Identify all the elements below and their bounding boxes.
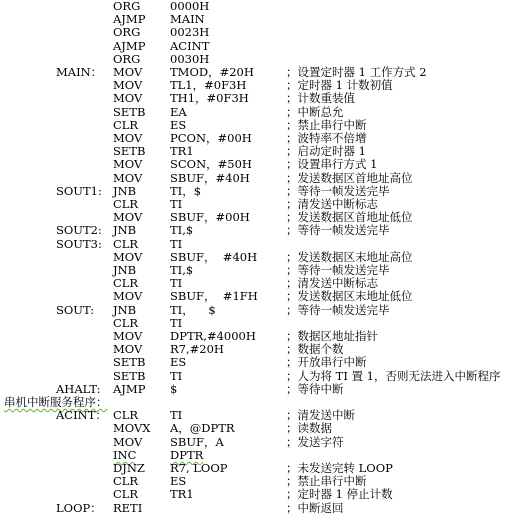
code-line bbox=[0, 317, 506, 330]
code-line bbox=[0, 238, 506, 251]
comment: ；设置定时器 1 工作方式 2 bbox=[286, 65, 427, 79]
opcode: CLR bbox=[113, 117, 139, 132]
opcode: CLR bbox=[113, 236, 139, 251]
opcode: MOV bbox=[113, 65, 143, 79]
opcode: MOV bbox=[113, 157, 143, 172]
comment: ；清发送中断 bbox=[286, 408, 355, 423]
opcode: MOV bbox=[113, 342, 143, 357]
line-label: SOUT3: bbox=[56, 236, 102, 251]
code-line bbox=[0, 304, 506, 317]
opcode: MOVX bbox=[113, 421, 151, 436]
operand: SBUF，#40H bbox=[170, 170, 250, 185]
opcode: CLR bbox=[113, 408, 139, 423]
code-line bbox=[0, 277, 506, 290]
code-line bbox=[0, 92, 506, 105]
operand: 0023H bbox=[170, 25, 210, 40]
operand: SBUF， #1FH bbox=[170, 289, 258, 304]
operand: 0030H bbox=[170, 51, 210, 66]
comment: ；等待一帧发送完毕 bbox=[286, 223, 390, 238]
comment: ；等待一帧发送完毕 bbox=[286, 302, 390, 317]
line-label: MAIN： bbox=[56, 65, 103, 79]
comment: ；人为将 TI 置 1，否则无法进入中断程序 bbox=[286, 368, 501, 383]
code-line bbox=[0, 185, 506, 198]
operand: ES bbox=[170, 355, 187, 370]
code-line bbox=[0, 475, 506, 488]
opcode: AJMP bbox=[113, 38, 146, 53]
code-line bbox=[0, 53, 506, 66]
opcode: ORG bbox=[113, 25, 141, 40]
operand: DPTR,#4000H bbox=[170, 329, 256, 343]
code-line bbox=[0, 383, 506, 396]
code-line bbox=[0, 211, 506, 224]
comment: ；中断总允 bbox=[286, 104, 344, 119]
code-line bbox=[0, 251, 506, 264]
comment: ；禁止串行中断 bbox=[286, 117, 367, 132]
opcode: ORG bbox=[113, 51, 141, 66]
section-heading-text: 串机中断服务程序： bbox=[4, 395, 108, 409]
comment: ；发送数据区首地址低位 bbox=[286, 210, 413, 225]
operand: TI bbox=[170, 408, 183, 423]
opcode: ORG bbox=[113, 0, 141, 13]
comment: ；数据区地址指针 bbox=[286, 329, 378, 343]
comment: ；读数据 bbox=[286, 421, 332, 436]
code-line bbox=[0, 488, 506, 501]
line-label: ACINT： bbox=[56, 408, 107, 423]
comment: ；发送数据区末地址高位 bbox=[286, 249, 413, 264]
code-line bbox=[0, 66, 506, 79]
operand: ACINT bbox=[170, 38, 210, 53]
operand: TI,$ bbox=[170, 263, 194, 277]
operand: TI， $ bbox=[170, 302, 216, 317]
opcode: INC bbox=[113, 447, 137, 462]
line-label: AHALT: bbox=[56, 381, 101, 396]
opcode: CLR bbox=[113, 197, 139, 211]
opcode: SETB bbox=[113, 104, 146, 119]
comment: ；开放串行中断 bbox=[286, 355, 367, 370]
code-line bbox=[0, 119, 506, 132]
comment: ；禁止串行中断 bbox=[286, 474, 367, 489]
opcode: CLR bbox=[113, 315, 139, 330]
code-line bbox=[0, 132, 506, 145]
code-line bbox=[0, 26, 506, 39]
opcode: AJMP bbox=[113, 381, 146, 396]
operand: SBUF，#00H bbox=[170, 210, 250, 225]
operand: TI bbox=[170, 315, 183, 330]
comment: ；清发送中断标志 bbox=[286, 276, 378, 291]
opcode: SETB bbox=[113, 368, 146, 383]
operand: PCON，#00H bbox=[170, 131, 252, 145]
code-line bbox=[0, 40, 506, 53]
operand: TL1，#0F3H bbox=[170, 78, 247, 93]
code-line bbox=[0, 409, 506, 422]
opcode: MOV bbox=[113, 249, 143, 264]
opcode: JNB bbox=[113, 302, 137, 317]
opcode: JNB bbox=[113, 183, 137, 198]
comment: ；发送数据区首地址高位 bbox=[286, 170, 413, 185]
code-line bbox=[0, 502, 506, 515]
code-line bbox=[0, 0, 506, 13]
comment: ；定时器 1 计数初值 bbox=[286, 78, 393, 93]
operand: A，@DPTR bbox=[170, 421, 235, 436]
comment: ；等待一帧发送完毕 bbox=[286, 263, 390, 277]
code-line bbox=[0, 422, 506, 435]
opcode: RETI bbox=[113, 500, 143, 515]
code-line bbox=[0, 106, 506, 119]
opcode: CLR bbox=[113, 487, 139, 502]
operand: $ bbox=[170, 381, 178, 396]
comment: ；定时器 1 停止计数 bbox=[286, 487, 393, 502]
opcode: MOV bbox=[113, 434, 143, 449]
line-label: LOOP： bbox=[56, 500, 102, 515]
opcode: MOV bbox=[113, 131, 143, 145]
opcode: JNB bbox=[113, 223, 137, 238]
opcode: MOV bbox=[113, 78, 143, 93]
opcode: MOV bbox=[113, 289, 143, 304]
opcode: JNB bbox=[113, 263, 137, 277]
line-label: SOUT: bbox=[56, 302, 95, 317]
opcode: MOV bbox=[113, 210, 143, 225]
opcode: MOV bbox=[113, 329, 143, 343]
comment: ；等待中断 bbox=[286, 381, 344, 396]
code-line bbox=[0, 370, 506, 383]
operand: TI,$ bbox=[170, 223, 194, 238]
operand: TI bbox=[170, 276, 183, 291]
code-line bbox=[0, 343, 506, 356]
operand: TI，$ bbox=[170, 183, 202, 198]
operand: SBUF，A bbox=[170, 434, 224, 449]
opcode: AJMP bbox=[113, 12, 146, 27]
code-line bbox=[0, 462, 506, 475]
code-line bbox=[0, 198, 506, 211]
code-line bbox=[0, 145, 506, 158]
operand: TH1，#0F3H bbox=[170, 91, 249, 106]
operand: TMOD，#20H bbox=[170, 65, 254, 79]
comment: ；中断返回 bbox=[286, 500, 344, 515]
comment: ；设置串行方式 1 bbox=[286, 157, 378, 172]
opcode: MOV bbox=[113, 170, 143, 185]
code-line bbox=[0, 356, 506, 369]
operand: TI bbox=[170, 368, 183, 383]
operand: TR1 bbox=[170, 144, 194, 159]
operand: R7,#20H bbox=[170, 342, 224, 357]
opcode: SETB bbox=[113, 144, 146, 159]
code-line bbox=[0, 172, 506, 185]
operand: R7, LOOP bbox=[170, 461, 228, 475]
opcode: SETB bbox=[113, 355, 146, 370]
operand: ES bbox=[170, 117, 187, 132]
code-line bbox=[0, 79, 506, 92]
code-line bbox=[0, 224, 506, 237]
operand: ES bbox=[170, 474, 187, 489]
line-label: SOUT2: bbox=[56, 223, 102, 238]
comment: ；清发送中断标志 bbox=[286, 197, 378, 211]
code-line bbox=[0, 264, 506, 277]
comment: ；发送字符 bbox=[286, 434, 344, 449]
code-line bbox=[0, 330, 506, 343]
comment: ；发送数据区末地址低位 bbox=[286, 289, 413, 304]
operand: MAIN bbox=[170, 12, 205, 27]
operand: SCON，#50H bbox=[170, 157, 252, 172]
comment: ；数据个数 bbox=[286, 342, 344, 357]
code-line bbox=[0, 13, 506, 26]
opcode: MOV bbox=[113, 91, 143, 106]
code-line bbox=[0, 449, 506, 462]
code-line bbox=[0, 158, 506, 171]
section-heading bbox=[0, 396, 506, 409]
comment: ；计数重装值 bbox=[286, 91, 355, 106]
opcode: CLR bbox=[113, 276, 139, 291]
opcode: CLR bbox=[113, 474, 139, 489]
operand: SBUF， #40H bbox=[170, 249, 258, 264]
comment: ；启动定时器 1 bbox=[286, 144, 366, 159]
operand: EA bbox=[170, 104, 187, 119]
code-line bbox=[0, 436, 506, 449]
comment: ；未发送完转 LOOP bbox=[286, 461, 393, 475]
operand: TI bbox=[170, 197, 183, 211]
operand: TR1 bbox=[170, 487, 194, 502]
comment: ；波特率不倍增 bbox=[286, 131, 367, 145]
operand: DPTR bbox=[170, 447, 204, 462]
code-line bbox=[0, 290, 506, 303]
opcode: DJNZ bbox=[113, 461, 145, 475]
line-label: SOUT1: bbox=[56, 183, 102, 198]
operand: TI bbox=[170, 236, 183, 251]
operand: 0000H bbox=[170, 0, 210, 13]
comment: ；等待一帧发送完毕 bbox=[286, 183, 390, 198]
